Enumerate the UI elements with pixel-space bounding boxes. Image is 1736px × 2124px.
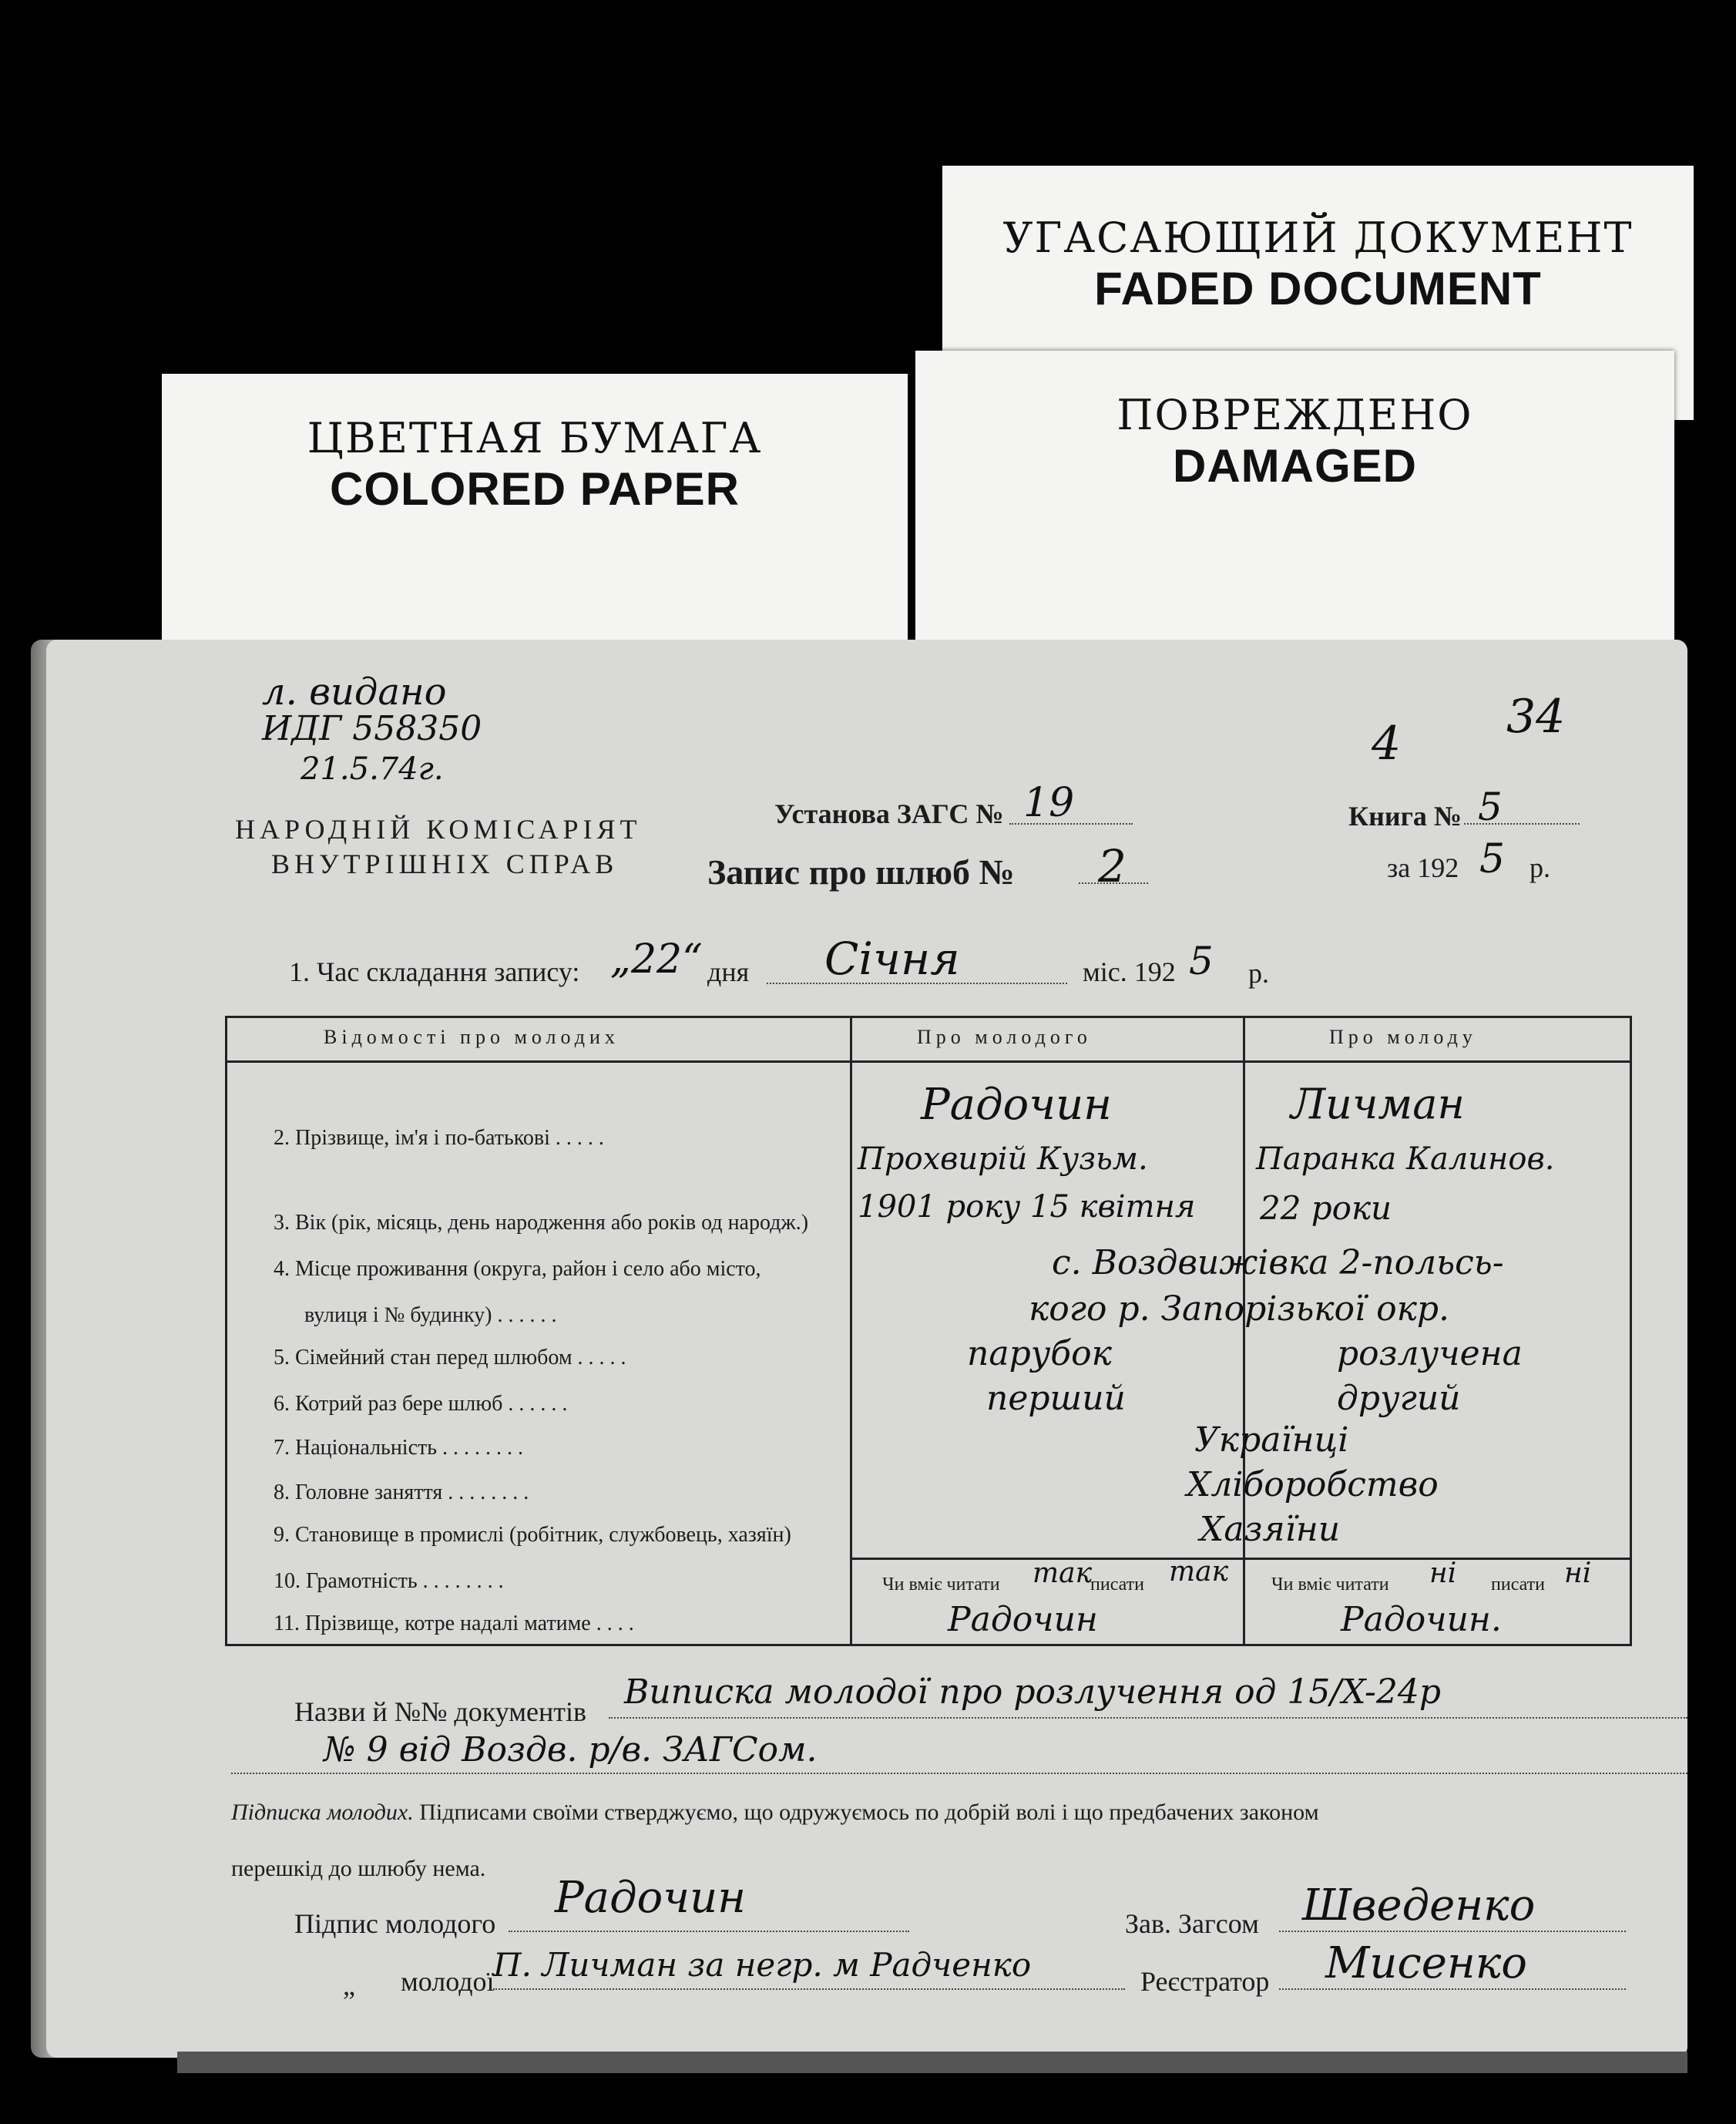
documents-label: Назви й №№ документів bbox=[294, 1696, 587, 1727]
bride-surname: Личман bbox=[1291, 1080, 1465, 1128]
bride-write: ні bbox=[1564, 1558, 1592, 1589]
record-number-line bbox=[1079, 882, 1148, 884]
bride-future-surname: Радочин. bbox=[1341, 1600, 1502, 1639]
damaged-card-en: DAMAGED bbox=[1173, 440, 1417, 492]
groom-signature: Радочин bbox=[555, 1873, 747, 1923]
documents-line1-rule bbox=[609, 1717, 1687, 1719]
groom-name: Прохвирій Кузьм. bbox=[858, 1141, 1148, 1177]
declaration-text2: перешкід до шлюбу нема. bbox=[231, 1856, 486, 1881]
position: Хазяїни bbox=[1200, 1510, 1341, 1549]
ministry-line1: НАРОДНІЙ КОМІСАРІЯТ bbox=[235, 814, 642, 845]
corner-note-line1: л. видано bbox=[262, 670, 447, 714]
head-signature-line bbox=[1279, 1931, 1626, 1932]
bride-write-label: писати bbox=[1491, 1575, 1545, 1595]
head-signature: Шведенко bbox=[1302, 1880, 1536, 1931]
row-times: 6. Котрий раз бере шлюб . . . . . . bbox=[274, 1392, 568, 1416]
documents-line1: Виписка молодої про розлучення од 15/X-24р bbox=[624, 1672, 1442, 1712]
header-bride: Про молоду bbox=[1329, 1026, 1477, 1048]
groom-signature-label: Підпис молодого bbox=[294, 1908, 496, 1939]
registrar-label: Реєстратор bbox=[1140, 1966, 1270, 1997]
page-number-b: 34 bbox=[1506, 690, 1566, 744]
corner-note-line2: ИДГ 558350 bbox=[262, 709, 482, 748]
year-digit: 5 bbox=[1479, 836, 1506, 882]
row-literacy: 10. Грамотність . . . . . . . . bbox=[274, 1569, 504, 1593]
bride-quote: „ bbox=[343, 1970, 355, 2001]
groom-write: так bbox=[1169, 1556, 1229, 1588]
occupation: Хліборобство bbox=[1187, 1465, 1439, 1504]
row-occupation: 8. Головне заняття . . . . . . . . bbox=[274, 1480, 529, 1504]
book-number-line bbox=[1464, 823, 1580, 825]
year-prefix: за 192 bbox=[1387, 852, 1459, 883]
bride-signature: П. Личман за негр. м Радченко bbox=[493, 1946, 1032, 1984]
groom-age: 1901 року 15 квітня bbox=[858, 1189, 1196, 1225]
record-year-suffix: р. bbox=[1248, 958, 1269, 989]
registrar-signature: Мисенко bbox=[1325, 1938, 1527, 1988]
book-label: Книга № bbox=[1348, 801, 1462, 832]
header-info: Відомості про молодих bbox=[324, 1026, 620, 1048]
record-day-word: дня bbox=[707, 956, 750, 987]
bride-read: ні bbox=[1429, 1558, 1457, 1589]
groom-surname: Радочин bbox=[921, 1080, 1113, 1130]
bride-times: другий bbox=[1337, 1379, 1461, 1418]
record-day: „22“ bbox=[610, 936, 703, 983]
row-age: 3. Вік (рік, місяць, день народження або років од народж.) bbox=[274, 1211, 809, 1235]
faded-card-ru: УГАСАЮЩИЙ ДОКУМЕНТ bbox=[1002, 213, 1634, 262]
row-residence: 4. Місце проживання (округа, район і село або місто, bbox=[274, 1257, 761, 1281]
record-month: Січня bbox=[824, 933, 960, 985]
record-year-digit: 5 bbox=[1189, 939, 1214, 983]
bride-status: розлучена bbox=[1337, 1334, 1523, 1373]
corner-note-line3: 21.5.74г. bbox=[301, 751, 444, 787]
colored-card-en: COLORED PAPER bbox=[330, 463, 740, 515]
marriage-table bbox=[225, 1016, 1632, 1646]
row-name: 2. Прізвище, ім'я і по-батькові . . . . . bbox=[274, 1126, 604, 1150]
book-number: 5 bbox=[1478, 785, 1503, 829]
record-month-line bbox=[767, 983, 1067, 984]
record-title: Запис про шлюб № bbox=[707, 852, 1015, 892]
row-position: 9. Становище в промислі (робітник, службовець, хазяїн) bbox=[274, 1523, 791, 1547]
bride-signature-line bbox=[493, 1988, 1125, 1990]
groom-future-surname: Радочин bbox=[948, 1600, 1098, 1639]
bride-signature-label: молодої bbox=[401, 1966, 495, 1997]
row-residence-2: вулиця і № будинку) . . . . . . bbox=[304, 1303, 557, 1327]
groom-read: так bbox=[1033, 1558, 1093, 1589]
declaration-lead: Підписка молодих. bbox=[231, 1800, 414, 1825]
colored-paper-card bbox=[162, 374, 908, 667]
row-status: 5. Сімейний стан перед шлюбом . . . . . bbox=[274, 1346, 626, 1370]
bride-name: Паранка Калинов. bbox=[1256, 1141, 1555, 1177]
record-month-label: міс. 192 bbox=[1083, 956, 1176, 987]
registrar-signature-line bbox=[1279, 1988, 1626, 1990]
declaration-line1 bbox=[231, 1800, 1319, 1826]
bride-age: 22 роки bbox=[1260, 1189, 1392, 1227]
page-bottom-edge bbox=[177, 2052, 1687, 2073]
faded-card-en: FADED DOCUMENT bbox=[1094, 263, 1542, 314]
colored-card-ru: ЦВЕТНАЯ БУМАГА bbox=[307, 414, 763, 462]
residence-line2: кого р. Запорізької окр. bbox=[1029, 1289, 1450, 1329]
documents-line2: № 9 від Воздв. р/в. ЗАГСом. bbox=[324, 1730, 818, 1769]
row-nationality: 7. Національність . . . . . . . . bbox=[274, 1436, 524, 1460]
year-suffix: р. bbox=[1529, 852, 1550, 883]
zags-number: 19 bbox=[1023, 780, 1075, 826]
residence-line1: с. Воздвижівка 2-польсь- bbox=[1052, 1243, 1504, 1282]
record-number: 2 bbox=[1098, 840, 1127, 892]
groom-times: перший bbox=[986, 1379, 1126, 1418]
row-future-surname: 11. Прізвище, котре надалі матиме . . . . bbox=[274, 1611, 634, 1635]
groom-write-label: писати bbox=[1090, 1575, 1144, 1595]
bride-read-label: Чи вміє читати bbox=[1271, 1575, 1389, 1595]
declaration-text1: Підписами своїми стверджуємо, що одружуємось по добрій волі і що предбачених законом bbox=[419, 1800, 1319, 1825]
head-label: Зав. Загсом bbox=[1125, 1908, 1259, 1939]
documents-line2-rule bbox=[231, 1773, 1687, 1774]
record-time-label: 1. Час складання запису: bbox=[289, 956, 580, 987]
damaged-card-ru: ПОВРЕЖДЕНО bbox=[1116, 391, 1473, 439]
zags-label: Установа ЗАГС № bbox=[774, 798, 1004, 829]
groom-signature-line bbox=[509, 1931, 909, 1932]
page-number-a: 4 bbox=[1372, 717, 1402, 771]
header-groom: Про молодого bbox=[917, 1026, 1092, 1048]
groom-status: парубок bbox=[967, 1334, 1112, 1373]
nationality: Українці bbox=[1194, 1420, 1349, 1460]
ministry-line2: ВНУТРІШНІХ СПРАВ bbox=[271, 849, 619, 879]
groom-read-label: Чи вміє читати bbox=[882, 1575, 1000, 1595]
damaged-card bbox=[915, 351, 1674, 667]
